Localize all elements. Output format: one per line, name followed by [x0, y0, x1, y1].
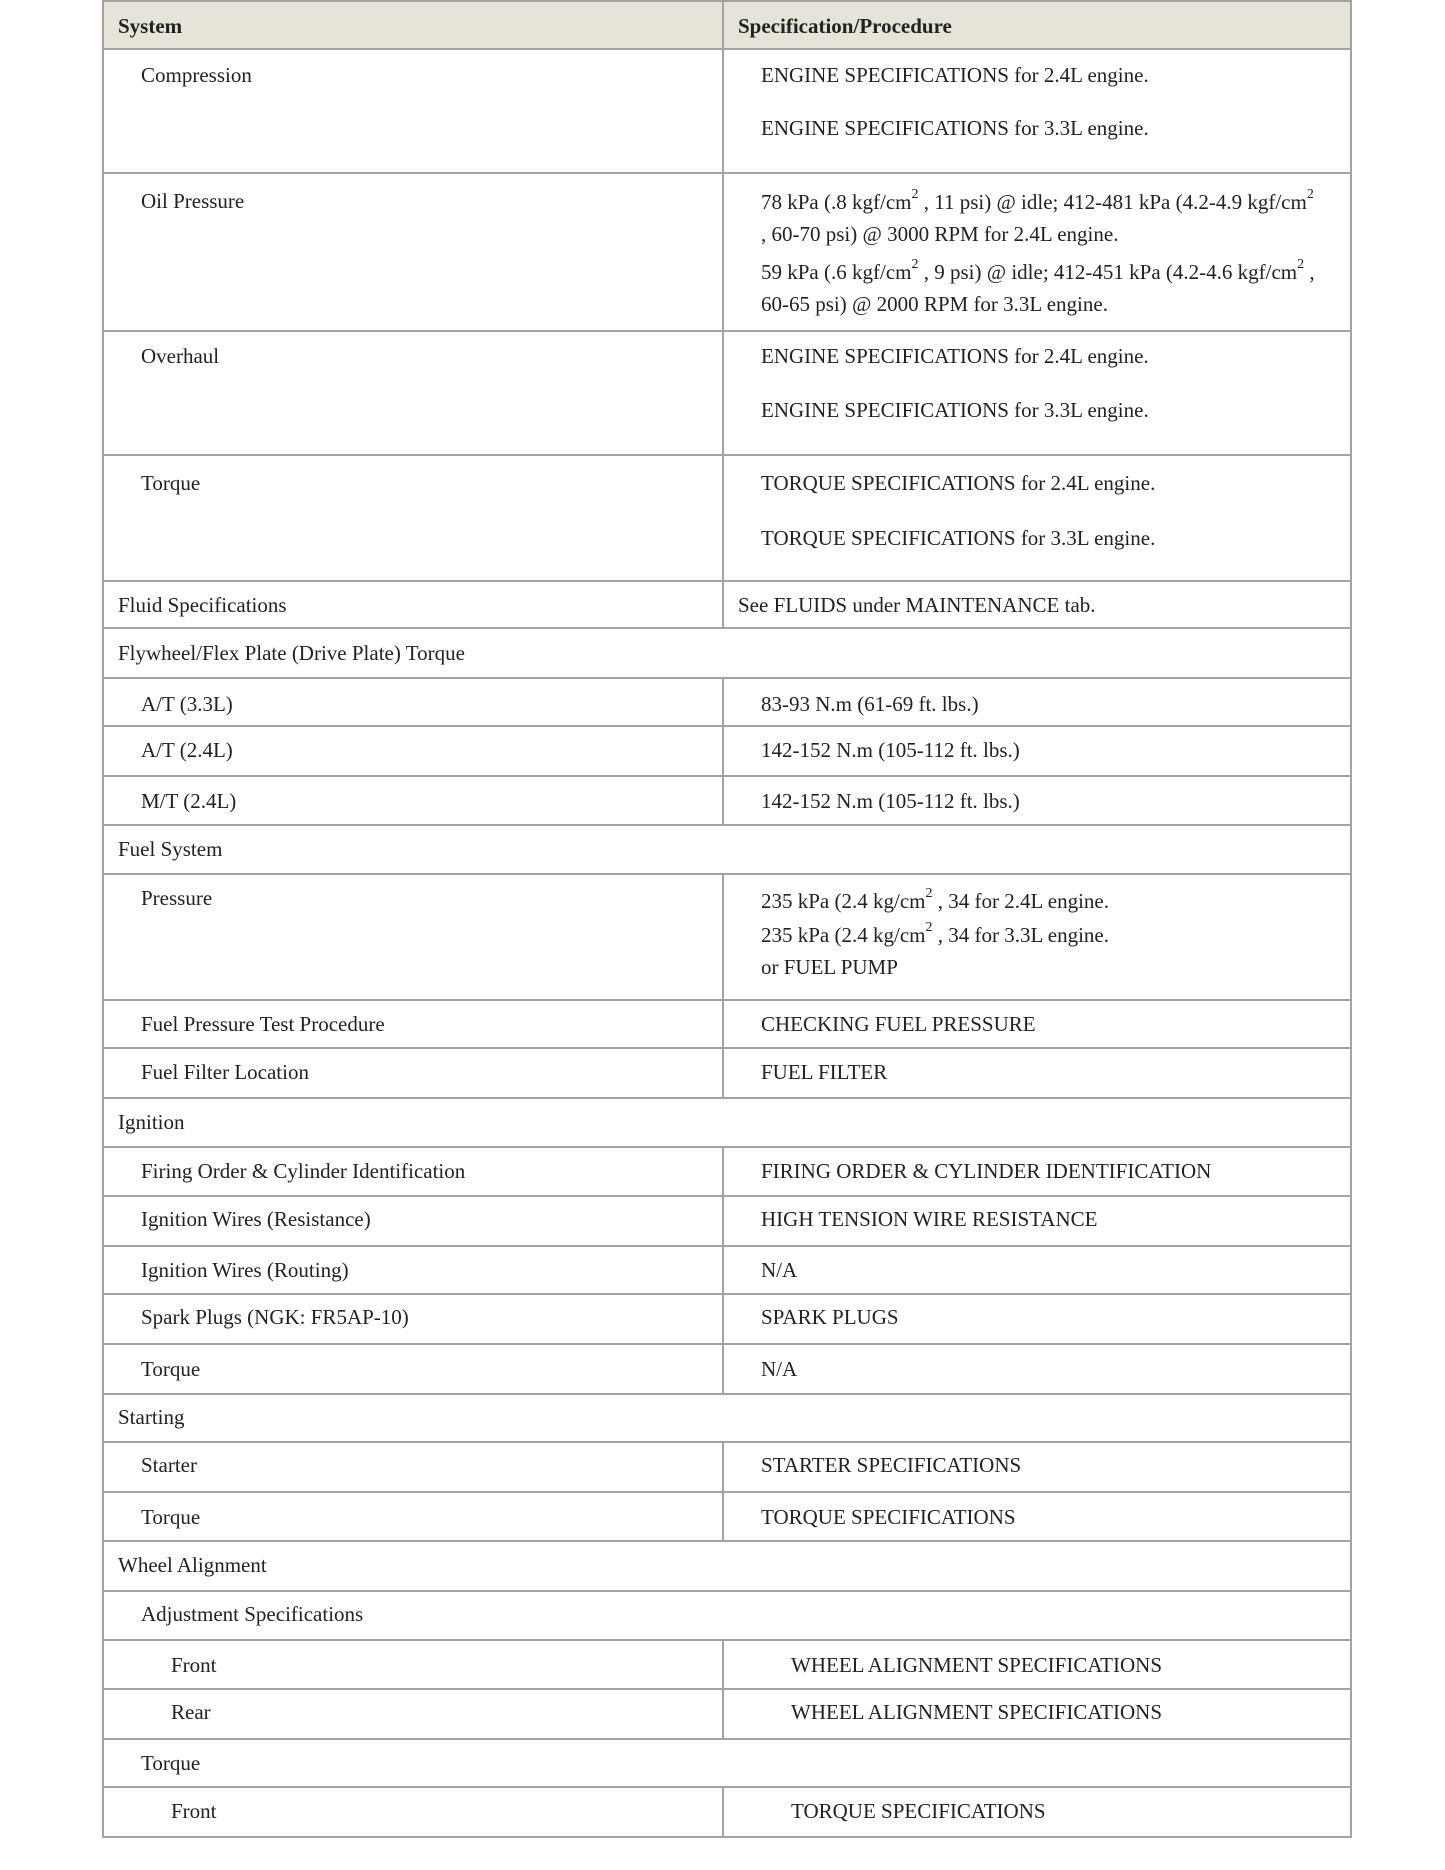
table-row — [103, 776, 1351, 825]
row-label: Fuel Pressure Test Procedure — [103, 1000, 723, 1048]
row-spec — [723, 1196, 1351, 1246]
spec-link[interactable]: SPARK PLUGS — [761, 1305, 899, 1329]
section-row — [103, 1098, 1351, 1147]
row-spec — [723, 1147, 1351, 1196]
table-row — [103, 1492, 1351, 1541]
section-label: Fuel System — [103, 825, 1351, 874]
row-spec — [723, 1048, 1351, 1098]
spec-link[interactable]: FIRING ORDER & CYLINDER IDENTIFICATION — [761, 1159, 1212, 1183]
row-label: Torque — [103, 1344, 723, 1394]
row-label: Pressure — [103, 874, 723, 1000]
header-spec: Specification/Procedure — [723, 1, 1351, 49]
row-spec: 235 kPa (2.4 $kg/cm^2$ , 34 for 2.4L engine. 235 kPa (2.4 $kg/cm^2$ , 34 for 3.3L engine. or FUEL PUMP — [723, 874, 1351, 1000]
row-spec — [723, 1787, 1351, 1837]
row-label: M/T (2.4L) — [103, 776, 723, 825]
row-spec — [723, 1294, 1351, 1344]
table-row — [103, 1048, 1351, 1098]
table-row — [103, 1787, 1351, 1837]
spec-link[interactable]: WHEEL ALIGNMENT SPECIFICATIONS — [791, 1653, 1162, 1677]
specifications-table — [102, 0, 1352, 1838]
row-spec — [723, 49, 1351, 173]
table-row — [103, 1344, 1351, 1394]
spec-link[interactable]: TORQUE SPECIFICATIONS for 3.3L engine. — [761, 526, 1156, 550]
section-label: Adjustment Specifications — [103, 1591, 1351, 1640]
section-row — [103, 1739, 1351, 1787]
table-row — [103, 173, 1351, 331]
table-row — [103, 1196, 1351, 1246]
row-spec — [723, 455, 1351, 581]
row-label: Front — [103, 1787, 723, 1837]
section-row — [103, 1541, 1351, 1591]
row-spec — [723, 331, 1351, 455]
section-row — [103, 1591, 1351, 1640]
section-label: Flywheel/Flex Plate (Drive Plate) Torque — [103, 628, 1351, 678]
spec-link[interactable]: STARTER SPECIFICATIONS — [761, 1453, 1022, 1477]
row-spec — [723, 1000, 1351, 1048]
spec-link[interactable]: HIGH TENSION WIRE RESISTANCE — [761, 1207, 1098, 1231]
spec-link[interactable]: FUEL FILTER — [761, 1060, 888, 1084]
row-spec — [723, 1689, 1351, 1739]
table-row — [103, 581, 1351, 628]
table-row — [103, 726, 1351, 776]
spec-link[interactable]: ENGINE SPECIFICATIONS for 3.3L engine. — [761, 116, 1149, 140]
spec-link[interactable]: CHECKING FUEL PRESSURE — [761, 1012, 1036, 1036]
row-label: Ignition Wires (Routing) — [103, 1246, 723, 1294]
row-spec — [723, 1492, 1351, 1541]
row-label: Starter — [103, 1442, 723, 1492]
row-label: Front — [103, 1640, 723, 1689]
table-header-row — [103, 1, 1351, 49]
section-label: Torque — [103, 1739, 1351, 1787]
section-label: Wheel Alignment — [103, 1541, 1351, 1591]
row-spec: 142-152 N.m (105-112 ft. lbs.) — [723, 726, 1351, 776]
row-spec: N/A — [723, 1344, 1351, 1394]
spec-link[interactable]: or FUEL PUMP — [761, 955, 898, 979]
spec-link[interactable]: ENGINE SPECIFICATIONS for 3.3L engine. — [761, 398, 1149, 422]
table-row — [103, 455, 1351, 581]
row-spec: 142-152 N.m (105-112 ft. lbs.) — [723, 776, 1351, 825]
row-label: Fuel Filter Location — [103, 1048, 723, 1098]
section-label: Ignition — [103, 1098, 1351, 1147]
row-spec — [723, 1442, 1351, 1492]
table-row — [103, 1000, 1351, 1048]
table-row — [103, 1689, 1351, 1739]
section-row — [103, 825, 1351, 874]
section-row — [103, 1394, 1351, 1442]
row-label: Torque — [103, 455, 723, 581]
row-label: Spark Plugs (NGK: FR5AP-10) — [103, 1294, 723, 1344]
spec-link[interactable]: TORQUE SPECIFICATIONS for 2.4L engine. — [761, 471, 1156, 495]
spec-link[interactable]: WHEEL ALIGNMENT SPECIFICATIONS — [791, 1700, 1162, 1724]
spec-link[interactable]: See FLUIDS under MAINTENANCE tab. — [738, 593, 1096, 617]
spec-link[interactable]: ENGINE SPECIFICATIONS for 2.4L engine. — [761, 63, 1149, 87]
table-row — [103, 1246, 1351, 1294]
row-label: Firing Order & Cylinder Identification — [103, 1147, 723, 1196]
spec-link[interactable]: TORQUE SPECIFICATIONS — [791, 1799, 1046, 1823]
row-spec — [723, 1640, 1351, 1689]
row-label: Overhaul — [103, 331, 723, 455]
row-label: Torque — [103, 1492, 723, 1541]
row-spec — [723, 581, 1351, 628]
table-row — [103, 1442, 1351, 1492]
table-row — [103, 1640, 1351, 1689]
spec-link[interactable]: ENGINE SPECIFICATIONS for 2.4L engine. — [761, 344, 1149, 368]
section-row — [103, 628, 1351, 678]
row-label: Ignition Wires (Resistance) — [103, 1196, 723, 1246]
spec-link[interactable]: TORQUE SPECIFICATIONS — [761, 1505, 1016, 1529]
table-row — [103, 1294, 1351, 1344]
table-row — [103, 49, 1351, 173]
row-label: A/T (3.3L) — [103, 678, 723, 726]
row-spec: N/A — [723, 1246, 1351, 1294]
row-label: Compression — [103, 49, 723, 173]
row-label: Oil Pressure — [103, 173, 723, 331]
section-label: Starting — [103, 1394, 1351, 1442]
row-label: A/T (2.4L) — [103, 726, 723, 776]
table-row — [103, 678, 1351, 726]
table-row — [103, 874, 1351, 1000]
row-spec: 83-93 N.m (61-69 ft. lbs.) — [723, 678, 1351, 726]
table-row — [103, 331, 1351, 455]
header-system: System — [103, 1, 723, 49]
table-row — [103, 1147, 1351, 1196]
row-spec: 78 kPa (.8 kgf/$cm^2$ , 11 psi) @ idle; 412-481 kPa (4.2-4.9 kgf/$cm^2$ , 60-70 psi) @ 3000 RPM for 2.4L engine. 59 kPa (.6 kgf/$cm^2$ , 9 psi) @ idle; 412-451 kPa (4.2-4.6 kgf/$cm^2$ , 60-65 psi) @ 2000 RPM for 3.3L engine. — [723, 173, 1351, 331]
row-label: Rear — [103, 1689, 723, 1739]
row-label: Fluid Specifications — [103, 581, 723, 628]
